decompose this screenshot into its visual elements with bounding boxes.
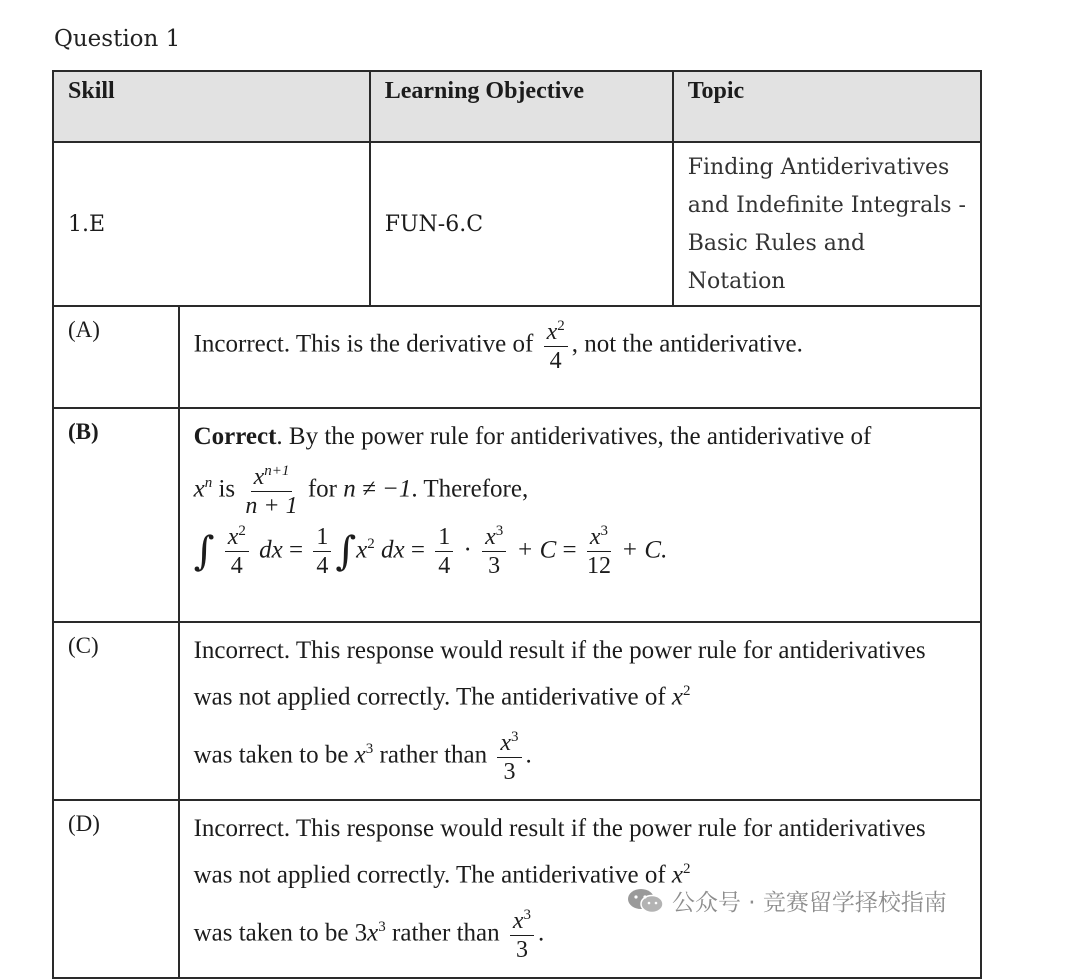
explanation-text: Incorrect. This response would result if the power rule for antiderivatives was not applied correctly. The antiderivative of [193,815,926,889]
answer-explanation [179,306,981,408]
math-period: . [525,741,532,769]
fraction [497,730,521,784]
frac-denominator: 4 [438,552,451,579]
frac-denominator: 3 [488,553,501,580]
frac-exponent: 2 [557,318,565,334]
explanation-text: , not the antiderivative. [571,330,803,358]
integral-line: ∫ $\frac{x^2}{4}$ dx = $\frac{1}{4}$ $\int x^2$ dx = $\frac{1}{4}$ · $\frac{x^3}{3}$ + C = $\frac{x^3}{12}$ + C. [193,523,668,580]
answer-letter: (B) [53,408,179,622]
frac-numerator: 1 [313,525,331,552]
math-exponent: 2 [683,861,691,877]
math-coefficient: 3 [354,919,368,947]
math-period: . [538,919,545,947]
frac-denominator: 3 [503,758,516,785]
explanation-text: was taken to be [193,741,349,769]
math-var: x [367,919,379,947]
explanation-text: Incorrect. This response would result if the power rule for antiderivatives was not applied correctly. The antiderivative of [193,637,926,711]
topic-value: Finding Antiderivatives and Indefinite Integrals - Basic Rules and Notation [673,142,981,306]
frac-numerator: x [589,524,601,551]
fraction [435,525,453,578]
question-title: Question 1 [54,26,181,52]
explanation-text: for [307,475,338,503]
explanation-text: rather than [379,741,488,769]
math-exponent: 3 [378,919,386,936]
frac-denominator: 4 [316,552,329,579]
math-var: x [193,475,205,503]
watermark-text: 公众号 · 竞赛留学择校指南 [672,890,947,916]
explanation-text: rather than [392,919,500,947]
math-exponent: 3 [365,741,374,758]
header-skill: Skill [53,71,370,142]
wechat-icon [626,887,666,915]
explanation-line [194,729,966,784]
answer-letter: (D) [53,800,179,978]
learning-objective-value: FUN-6.C [370,142,673,306]
math-plus-c: + C [516,535,557,563]
header-row [53,71,981,142]
frac-denominator: n + 1 [245,492,298,519]
math-var: x [671,861,684,889]
frac-numerator: 1 [435,525,453,552]
explanation-line [194,463,966,518]
answer-explanation [179,408,981,622]
frac-denominator: 3 [515,936,528,963]
header-topic: Topic [673,71,981,142]
frac-exponent: 3 [600,523,609,540]
frac-denominator: 4 [549,348,562,374]
frac-numerator: x [227,524,239,551]
answer-row-a [53,306,981,408]
math-eq: = [288,535,304,563]
explanation-text: was taken to be [193,919,349,947]
frac-exponent: n+1 [264,462,290,479]
frac-exponent: 3 [495,523,504,540]
header-learning-objective: Learning Objective [370,71,673,142]
answer-row-b [53,408,981,622]
frac-numerator: x [512,907,524,934]
frac-exponent: 2 [238,523,246,540]
math-var: x [356,535,368,563]
integral-sign-icon: ∫ [193,528,215,575]
fraction [482,524,506,578]
explanation-text: . Therefore, [411,475,529,503]
math-plus-c: + C. [621,535,668,563]
frac-numerator: x [500,729,512,756]
math-exponent: 2 [367,535,375,552]
frac-numerator: x [485,524,496,551]
explanation-line [194,417,966,457]
watermark [626,884,947,917]
frac-exponent: 3 [511,728,519,745]
explanation-text: Incorrect. This is the derivative of [193,330,534,358]
math-eq: = [562,535,577,563]
answer-letter: (C) [53,622,179,800]
answer-letter: (A) [53,306,179,408]
answer-explanation [179,622,981,800]
math-dx: dx [381,535,405,563]
explanation-text: is [218,475,236,503]
frac-exponent: 3 [523,906,532,923]
correct-label: Correct [193,423,277,450]
math-var: x [671,683,684,711]
fraction [245,464,297,518]
explanation-text: . By the power rule for antiderivatives, the antiderivative of [276,423,872,450]
fraction [225,524,249,578]
fraction [544,319,568,373]
meta-row [53,142,981,306]
skill-value: 1.E [53,142,370,306]
math-condition: n ≠ −1 [343,475,412,503]
answer-table [52,70,982,979]
math-var: x [354,741,366,769]
answer-row-c [53,622,981,800]
fraction [587,524,611,578]
integral-sign-icon: ∫ [335,528,357,575]
frac-numerator: x [546,319,558,345]
fraction [313,525,331,578]
frac-numerator: x [253,463,265,490]
math-eq: = [410,535,425,563]
math-exponent: n [204,475,213,491]
math-dx: dx [259,535,283,563]
fraction [510,908,534,962]
frac-denominator: 4 [230,553,243,580]
frac-denominator: 12 [586,553,611,580]
math-exponent: 2 [683,683,691,699]
